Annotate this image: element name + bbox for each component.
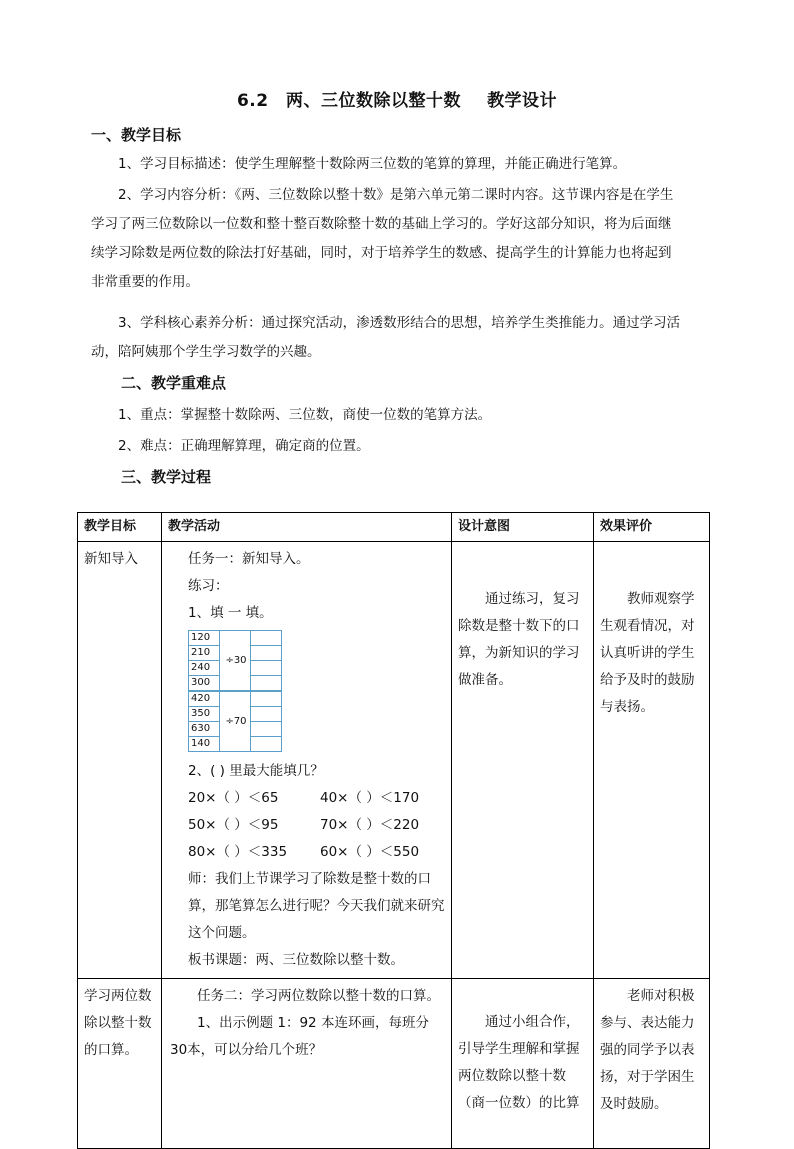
section-heading-keypoints: 二、教学重难点	[121, 374, 227, 392]
header-eval: 效果评价	[594, 513, 710, 542]
row1-intent: 通过练习，复习除数是整十数下的口算，为新知识的学习做准备。	[458, 591, 580, 688]
goal-paragraph-2: 2、学习内容分析：《两、三位数除以整十数》是第六单元第二课时内容。这节课内容是在学生 学习了两三位数除以一位数和整十整百数除整十数的基础上学习的。学好这部分知识，将为后面继 续学习除数是两位数的除法打好基础，同时，对于培养学生的数感、提高学生的计算能力也将起到 非常重要的作用。	[91, 187, 674, 290]
table-row	[78, 979, 710, 1149]
fill-grid-30: 120 ÷30 210 240 300	[188, 630, 282, 691]
teaching-process-table	[77, 512, 710, 1149]
row1-practice: 练习：	[188, 578, 229, 594]
row1-goal: 新知导入	[84, 551, 138, 567]
row2-eval: 老师对积极参与、表达能力强的同学予以表扬，对于学困生及时鼓励。	[600, 988, 695, 1112]
header-goal: 教学目标	[78, 513, 162, 542]
row2-goal: 学习两位数除以整十数的口算。	[84, 988, 152, 1058]
table-header-row	[78, 513, 710, 542]
row2-example: 1、出示例题 1：92 本连环画，每班分 30本，可以分给几个班？	[170, 1015, 429, 1058]
inequalities: 20×（ ）＜65 40×（ ）＜170 50×（ ）＜95 70×（ ）＜220 80×（ ）＜335 60×（ ）＜550	[188, 790, 420, 860]
goal-paragraph-1: 1、学习目标描述：使学生理解整十数除两三位数的笔算的算理，并能正确进行笔算。	[118, 156, 627, 172]
page-title	[0, 86, 794, 111]
fill-grid-70: 420 ÷70 350 630 140	[188, 691, 282, 752]
header-activity: 教学活动	[162, 513, 452, 542]
title-main: 6.2 两、三位数除以整十数	[236, 91, 462, 111]
row2-intent: 通过小组合作，引导学生理解和掌握两位数除以整十数（商一位数）的比算	[458, 1014, 580, 1111]
goal-paragraph-3: 3、学科核心素养分析：通过探究活动，渗透数形结合的思想，培养学生类推能力。通过学习活 动，陪阿姨那个学生学习数学的兴趣。	[91, 315, 681, 360]
row1-eval: 教师观察学生观看情况，对认真听讲的学生给予及时的鼓励与表扬。	[600, 591, 695, 715]
row1-question2: 2、( ) 里最大能填几？	[188, 763, 324, 779]
row1-teacher: 师：我们上节课学习了除数是整十数的口算，那笔算怎么进行呢？今天我们就来研究这个问题。	[188, 871, 445, 941]
keypoint-1: 1、重点：掌握整十数除两、三位数，商使一位数的笔算方法。	[118, 407, 492, 423]
fill-grids	[170, 630, 445, 752]
row1-task: 任务一：新知导入。	[188, 551, 310, 567]
title-suffix: 教学设计	[487, 91, 558, 111]
row1-board: 板书课题：两、三位数除以整十数。	[188, 952, 404, 968]
row2-task: 任务二：学习两位数除以整十数的口算。	[197, 988, 440, 1004]
keypoint-2: 2、难点：正确理解算理，确定商的位置。	[118, 438, 370, 454]
table-row	[78, 542, 710, 979]
row1-fill: 1、填 一 填。	[188, 605, 273, 621]
header-intent: 设计意图	[452, 513, 594, 542]
section-heading-process: 三、教学过程	[121, 468, 212, 486]
section-heading-goals: 一、教学目标	[91, 126, 182, 144]
